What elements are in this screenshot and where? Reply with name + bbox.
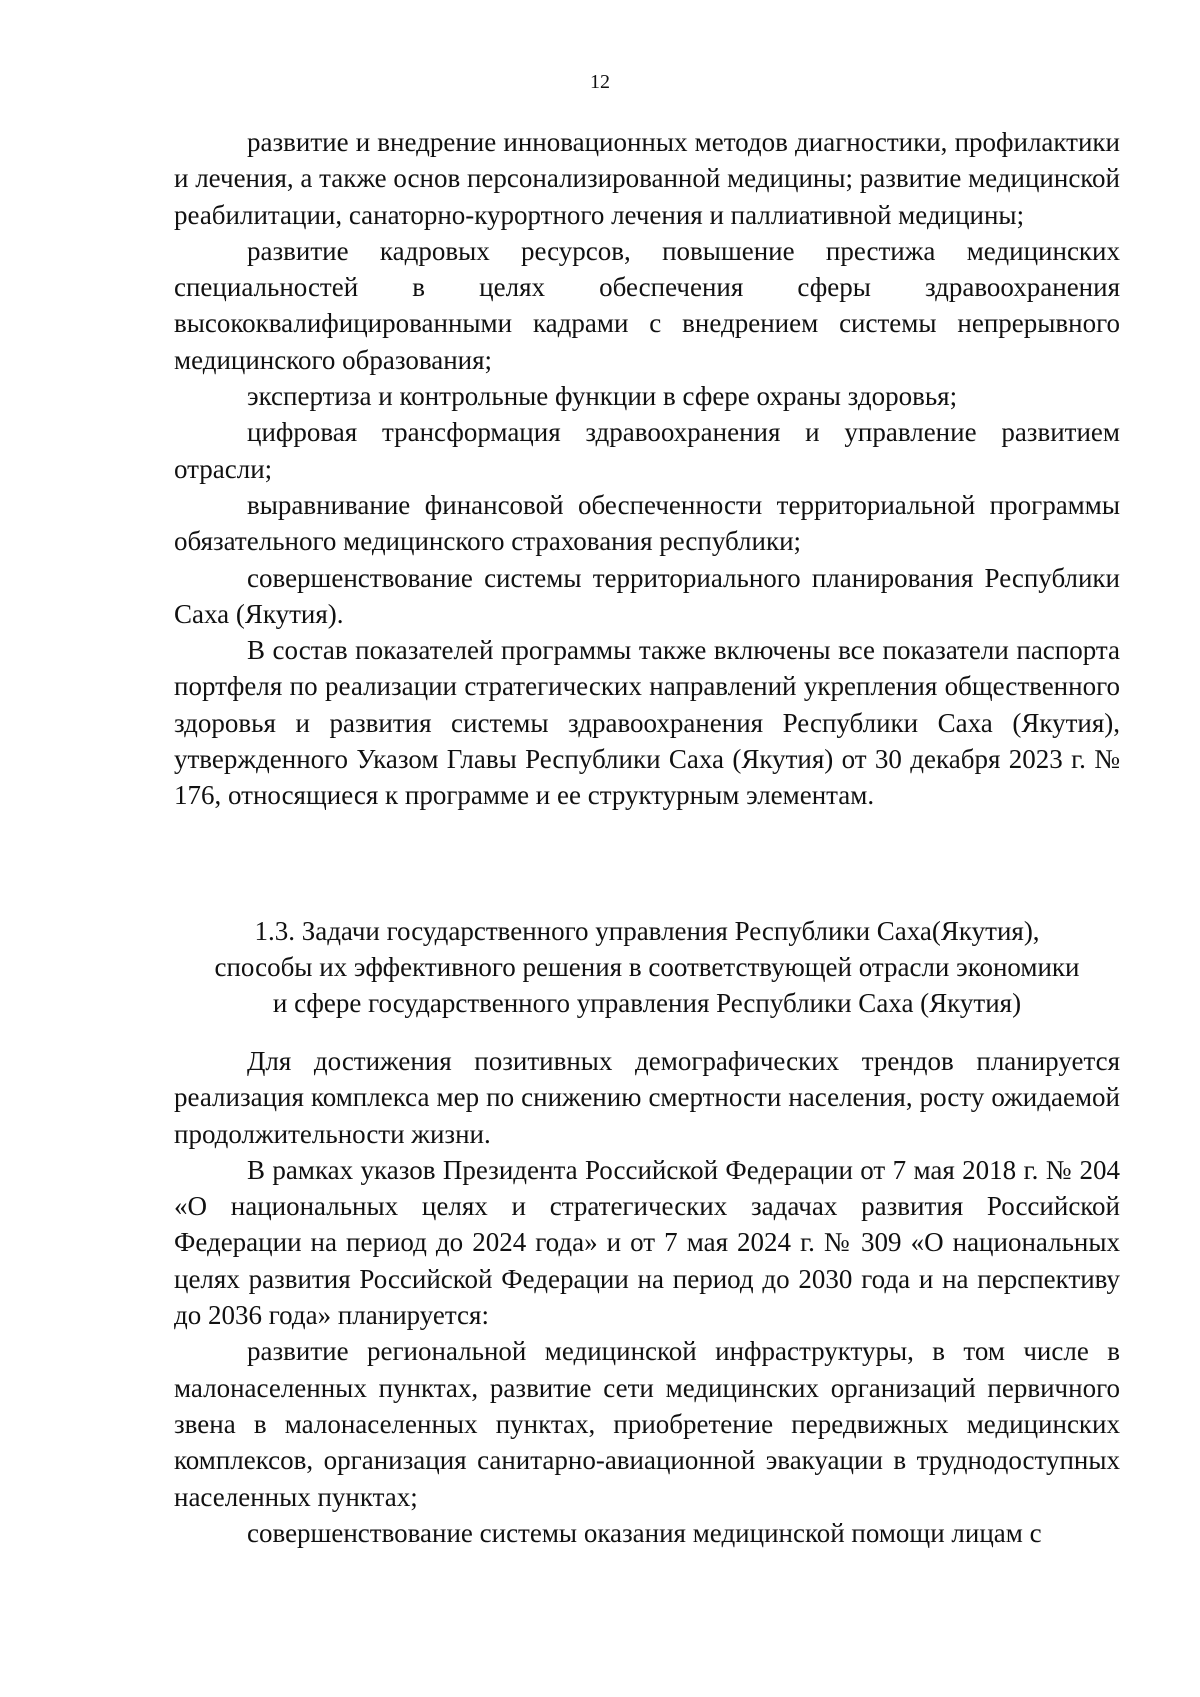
paragraph: развитие региональной медицинской инфраструктуры, в том числе в малонаселенных пунктах, развитие сети медицинских организаций первичного звена в малонаселенных пунктах, приобретение передвижных медицинских комплексов, организация санитарно-авиационной эвакуации в труднодоступных населенных пунктах; (174, 1336, 1120, 1512)
paragraph: цифровая трансформация здравоохранения и управление развитием отрасли; (174, 417, 1120, 484)
paragraph: совершенствование системы территориального планирования Республики Саха (Якутия). (174, 562, 1120, 629)
paragraph: В состав показателей программы также включены все показатели паспорта портфеля по реализации стратегических направлений укрепления общественного здоровья и развития системы здравоохранения Республики Саха (Якутия), утвержденного Указом Главы Республики Саха (Якутия) от 30 декабря 2023 г. № 176, относящиеся к программе и ее структурным элементам. (174, 635, 1120, 811)
heading-line: и сфере государственного управления Республики Саха (Якутия) (272, 988, 1022, 1018)
paragraph: развитие и внедрение инновационных методов диагностики, профилактики и лечения, а также основ персонализированной медицины; развитие медицинской реабилитации, санаторно-курортного лечения и паллиативной медицины; (174, 127, 1120, 230)
paragraph: выравнивание финансовой обеспеченности территориальной программы обязательного медицинского страхования республики; (174, 489, 1120, 557)
paragraph: совершенствование системы оказания медицинской помощи лицам с (247, 1517, 1042, 1548)
paragraph: развитие кадровых ресурсов, повышение престижа медицинских специальностей в целях обеспечения сферы здравоохранения высококвалифицированными кадрами с внедрением системы непрерывного медицинского образования; (174, 235, 1120, 375)
body-text-lower (174, 1043, 1120, 1551)
paragraph: В рамках указов Президента Российской Федерации от 7 мая 2018 г. № 204 «О национальных целях и стратегических задачах развития Российской Федерации на период до 2024 года» и от 7 мая 2024 г. № 309 «О национальных целях развития Российской Федерации на период до 2030 года и на перспективу до 2036 года» планируется: (174, 1154, 1120, 1331)
paragraph: экспертиза и контрольные функции в сфере охраны здоровья; (247, 381, 958, 412)
heading-line: 1.3. Задачи государственного управления Республики Саха(Якутия), (254, 916, 1040, 946)
body-text-upper (174, 124, 1120, 814)
page-number: 12 (590, 71, 610, 93)
heading-line: способы их эффективного решения в соответствующей отрасли экономики (214, 952, 1080, 982)
paragraph: Для достижения позитивных демографических трендов планируется реализация комплекса мер по снижению смертности населения, росту ожидаемой продолжительности жизни. (174, 1046, 1120, 1149)
section-heading (174, 913, 1120, 1021)
